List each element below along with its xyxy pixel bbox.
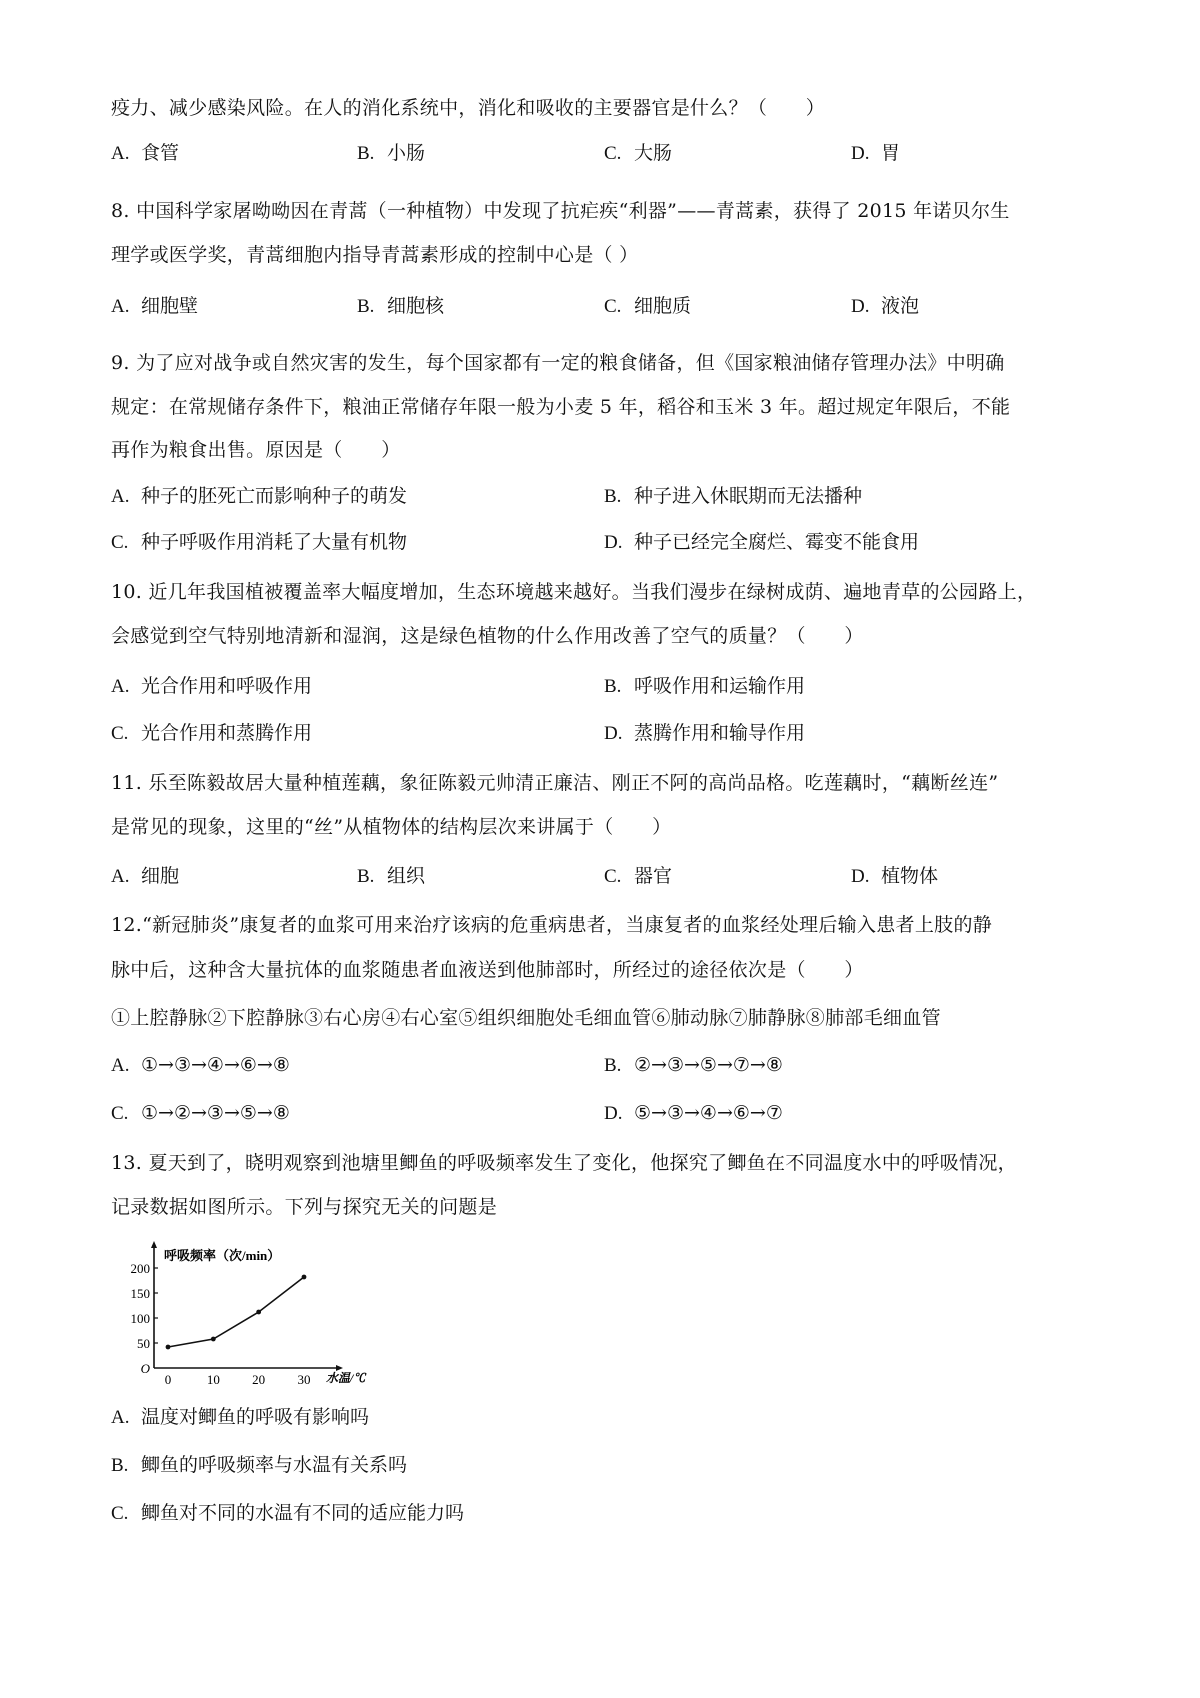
q11-option-b[interactable] — [357, 864, 425, 889]
q8-option-d[interactable] — [851, 294, 919, 319]
q8-stem-line1: 8. 中国科学家屠呦呦因在青蒿（一种植物）中发现了抗疟疾“利器”——青蒿素，获得了 2015 年诺贝尔生 — [111, 200, 1010, 222]
option-key: B. — [357, 866, 375, 887]
option-text: 呼吸作用和运输作用 — [634, 675, 806, 697]
data-point — [166, 1345, 171, 1350]
option-key: D. — [851, 866, 870, 887]
option-key: C. — [604, 866, 622, 887]
q9-option-c[interactable] — [111, 530, 407, 555]
q9-option-d[interactable] — [604, 530, 919, 555]
q12-stem-line1: 12.“新冠肺炎”康复者的血浆可用来治疗该病的危重病患者，当康复者的血浆经处理后输入患者上肢的静 — [111, 914, 993, 936]
option-key: B. — [111, 1455, 129, 1476]
q10-option-d[interactable] — [604, 721, 805, 746]
option-key: C. — [111, 1103, 129, 1124]
option-key: B. — [357, 296, 375, 317]
option-key: B. — [604, 676, 622, 697]
option-key: A. — [111, 676, 130, 697]
x-tick-label: 30 — [297, 1372, 311, 1387]
option-key: D. — [851, 296, 870, 317]
y-tick-label: 200 — [130, 1261, 150, 1276]
q13-stem-line2: 记录数据如图所示。下列与探究无关的问题是 — [111, 1196, 498, 1218]
option-text: 光合作用和蒸腾作用 — [141, 722, 313, 744]
option-text: 细胞 — [141, 865, 180, 887]
option-key: D. — [604, 532, 623, 553]
q11-stem-line2: 是常见的现象，这里的“丝”从植物体的结构层次来讲属于（ ） — [111, 816, 672, 838]
q13-stem-line1: 13. 夏天到了，晓明观察到池塘里鲫鱼的呼吸频率发生了变化，他探究了鲫鱼在不同温度水中的呼吸情况， — [111, 1152, 1017, 1174]
option-text: 种子的胚死亡而影响种子的萌发 — [141, 485, 408, 507]
option-text: 器官 — [634, 865, 673, 887]
q11-stem-line1: 11. 乐至陈毅故居大量种植莲藕，象征陈毅元帅清正廉洁、刚正不阿的高尚品格。吃莲藕时，“藕断丝连” — [111, 772, 999, 794]
option-key: C. — [604, 143, 622, 164]
option-key: C. — [111, 723, 129, 744]
q13-option-c[interactable] — [111, 1501, 464, 1526]
q13-option-b[interactable] — [111, 1453, 407, 1478]
option-key: C. — [604, 296, 622, 317]
option-text: 细胞壁 — [141, 295, 199, 317]
respiration-rate-chart — [130, 1240, 370, 1400]
chart-y-axis-label: 呼吸频率（次/min） — [164, 1248, 281, 1263]
option-text: ②→③→⑤→⑦→⑧ — [634, 1054, 783, 1076]
data-point — [211, 1337, 216, 1342]
y-axis-arrow — [151, 1241, 157, 1248]
q8-option-a[interactable] — [111, 294, 198, 319]
option-key: C. — [111, 1503, 129, 1524]
q8-option-c[interactable] — [604, 294, 691, 319]
option-text: 小肠 — [387, 142, 426, 164]
q12-option-d[interactable] — [604, 1101, 783, 1126]
option-text: 鲫鱼的呼吸频率与水温有关系吗 — [141, 1454, 408, 1476]
q10-stem-line2: 会感觉到空气特别地清新和湿润，这是绿色植物的什么作用改善了空气的质量？（ ） — [111, 625, 864, 647]
q9-stem-line1: 9. 为了应对战争或自然灾害的发生，每个国家都有一定的粮食储备，但《国家粮油储存管理办法》中明确 — [111, 352, 1005, 374]
option-text: ①→②→③→⑤→⑧ — [141, 1102, 290, 1124]
q10-option-c[interactable] — [111, 721, 312, 746]
option-key: B. — [357, 143, 375, 164]
q11-option-d[interactable] — [851, 864, 938, 889]
q7-option-a[interactable] — [111, 141, 179, 166]
chart-x-axis-label: 水温/℃ — [326, 1371, 366, 1385]
q13-option-a[interactable] — [111, 1405, 369, 1430]
option-key: C. — [111, 532, 129, 553]
chart-series — [166, 1275, 307, 1350]
option-text: 细胞质 — [634, 295, 692, 317]
q7-option-d[interactable] — [851, 141, 900, 166]
option-key: A. — [111, 296, 130, 317]
option-text: 组织 — [387, 865, 426, 887]
option-text: 食管 — [141, 142, 180, 164]
q10-option-a[interactable] — [111, 674, 312, 699]
option-key: A. — [111, 866, 130, 887]
x-tick-label: 0 — [164, 1372, 172, 1387]
q12-option-b[interactable] — [604, 1053, 783, 1078]
q12-option-c[interactable] — [111, 1101, 290, 1126]
option-text: 胃 — [881, 142, 901, 164]
y-tick-label: O — [140, 1361, 150, 1376]
option-key: A. — [111, 486, 130, 507]
option-text: 液泡 — [881, 295, 920, 317]
q11-option-c[interactable] — [604, 864, 672, 889]
q10-option-b[interactable] — [604, 674, 805, 699]
option-key: A. — [111, 1055, 130, 1076]
option-text: 温度对鲫鱼的呼吸有影响吗 — [141, 1406, 370, 1428]
q9-stem-line3: 再作为粮食出售。原因是（ ） — [111, 439, 401, 461]
data-point — [256, 1310, 261, 1315]
option-text: 植物体 — [881, 865, 939, 887]
option-text: 蒸腾作用和输导作用 — [634, 722, 806, 744]
q12-stem-line3: ①上腔静脉②下腔静脉③右心房④右心室⑤组织细胞处毛细血管⑥肺动脉⑦肺静脉⑧肺部毛细血管 — [111, 1007, 941, 1029]
option-text: 大肠 — [634, 142, 673, 164]
option-key: D. — [851, 143, 870, 164]
option-text: 种子已经完全腐烂、霉变不能食用 — [634, 531, 920, 553]
x-tick-label: 10 — [206, 1372, 220, 1387]
y-tick-label: 150 — [130, 1286, 150, 1301]
option-text: 种子呼吸作用消耗了大量有机物 — [141, 531, 408, 553]
option-text: 鲫鱼对不同的水温有不同的适应能力吗 — [141, 1502, 465, 1524]
y-tick-label: 100 — [130, 1311, 150, 1326]
option-key: A. — [111, 1407, 130, 1428]
option-text: ⑤→③→④→⑥→⑦ — [634, 1102, 783, 1124]
option-key: D. — [604, 1103, 623, 1124]
q9-option-b[interactable] — [604, 484, 862, 509]
data-point — [302, 1275, 307, 1280]
option-key: D. — [604, 723, 623, 744]
q7-option-c[interactable] — [604, 141, 672, 166]
q9-stem-line2: 规定：在常规储存条件下，粮油正常储存年限一般为小麦 5 年，稻谷和玉米 3 年。超过规定年限后，不能 — [111, 396, 1011, 418]
q8-option-b[interactable] — [357, 294, 444, 319]
q11-option-a[interactable] — [111, 864, 179, 889]
q8-stem-line2: 理学或医学奖，青蒿细胞内指导青蒿素形成的控制中心是（ ） — [111, 244, 639, 266]
x-tick-label: 20 — [252, 1372, 266, 1387]
y-tick-label: 50 — [137, 1336, 150, 1351]
option-key: B. — [604, 1055, 622, 1076]
option-text: 种子进入休眠期而无法播种 — [634, 485, 863, 507]
q12-stem-line2: 脉中后，这种含大量抗体的血浆随患者血液送到他肺部时，所经过的途径依次是（ ） — [111, 959, 864, 981]
q9-option-a[interactable] — [111, 484, 407, 509]
series-line — [168, 1277, 304, 1347]
option-text: 细胞核 — [387, 295, 445, 317]
q7-option-b[interactable] — [357, 141, 425, 166]
q10-stem-line1: 10. 近几年我国植被覆盖率大幅度增加，生态环境越来越好。当我们漫步在绿树成荫、遍地青草的公园路上， — [111, 581, 1037, 603]
option-text: ①→③→④→⑥→⑧ — [141, 1054, 290, 1076]
option-text: 光合作用和呼吸作用 — [141, 675, 313, 697]
q12-option-a[interactable] — [111, 1053, 290, 1078]
option-key: B. — [604, 486, 622, 507]
q7-stem: 疫力、减少感染风险。在人的消化系统中，消化和吸收的主要器官是什么？（ ） — [111, 97, 826, 119]
option-key: A. — [111, 143, 130, 164]
